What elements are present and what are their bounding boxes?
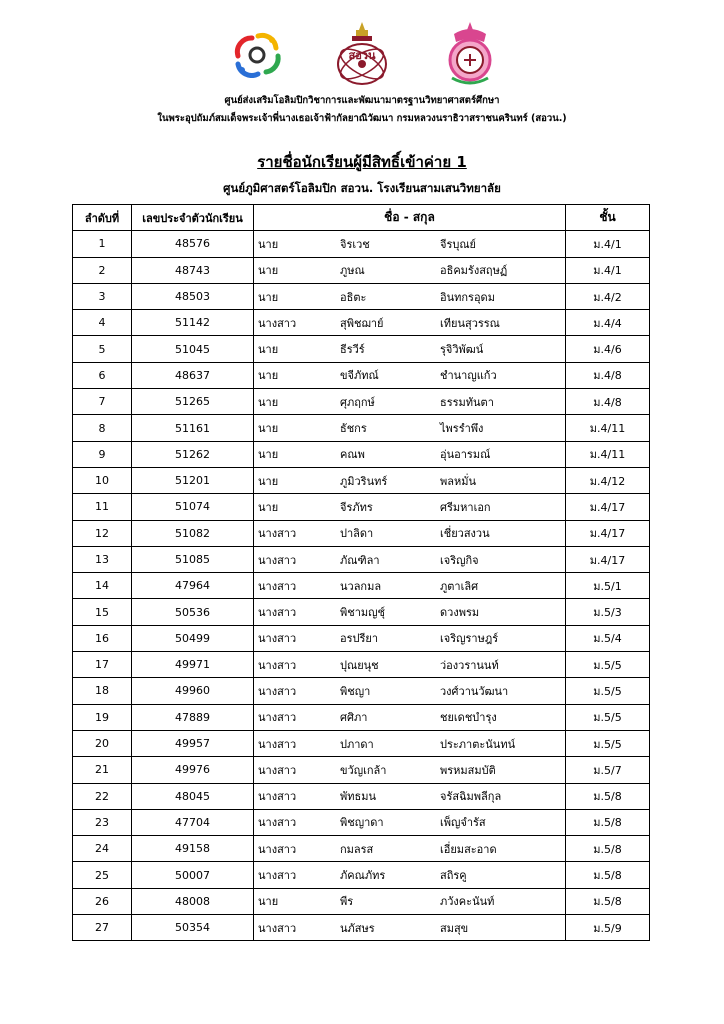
last-name: ภูตาเลิศ — [440, 579, 479, 593]
first-name: ภูมิวรินทร์ — [340, 474, 388, 488]
posn-emblem-text: สอวน — [348, 49, 376, 62]
last-name: เจริญราษฎร์ — [440, 632, 499, 646]
last-name: สมสุข — [440, 921, 469, 935]
table-row — [73, 546, 650, 572]
student-id: 51074 — [132, 494, 254, 520]
first-name: จีรภัทร — [340, 500, 373, 514]
last-name: พรหมสมบัติ — [440, 763, 496, 777]
name-prefix: นางสาว — [258, 737, 297, 751]
last-name: เชี่ยวสงวน — [440, 527, 490, 541]
row-index: 11 — [73, 494, 132, 520]
row-index: 8 — [73, 415, 132, 441]
name-prefix: นางสาว — [258, 869, 297, 883]
last-name: เอี่ยมสะอาด — [440, 842, 497, 856]
first-name: ศุภฤกษ์ — [340, 395, 375, 409]
student-id: 51201 — [132, 467, 254, 493]
last-name: เจริญกิจ — [440, 553, 479, 567]
grade-level: ม.5/5 — [566, 678, 650, 704]
student-id: 49971 — [132, 652, 254, 678]
first-name: ธัชกร — [340, 422, 367, 436]
student-roster-table — [72, 204, 650, 941]
grade-level: ม.5/5 — [566, 730, 650, 756]
student-name-cell — [254, 494, 566, 520]
student-id: 51142 — [132, 310, 254, 336]
student-id: 47704 — [132, 809, 254, 835]
grade-level: ม.5/9 — [566, 915, 650, 941]
name-prefix: นางสาว — [258, 579, 297, 593]
student-name-cell — [254, 283, 566, 309]
column-header-student-id: เลขประจำตัวนักเรียน — [132, 205, 254, 231]
student-name-cell — [254, 809, 566, 835]
student-id: 49976 — [132, 757, 254, 783]
student-name-cell — [254, 573, 566, 599]
row-index: 9 — [73, 441, 132, 467]
first-name: ขวัญเกล้า — [340, 763, 387, 777]
name-prefix: นาย — [258, 474, 279, 488]
last-name: เพ็ญจำรัส — [440, 816, 486, 830]
row-index: 6 — [73, 362, 132, 388]
first-name: ธีรวีร์ — [340, 343, 365, 357]
table-row — [73, 310, 650, 336]
column-header-grade: ชั้น — [566, 205, 650, 231]
name-prefix: นาย — [258, 895, 279, 909]
table-row — [73, 809, 650, 835]
student-id: 48008 — [132, 888, 254, 914]
table-row — [73, 573, 650, 599]
table-body — [73, 231, 650, 941]
table-row — [73, 336, 650, 362]
grade-level: ม.5/8 — [566, 836, 650, 862]
table-row — [73, 678, 650, 704]
name-prefix: นางสาว — [258, 527, 297, 541]
name-prefix: นางสาว — [258, 763, 297, 777]
grade-level: ม.4/12 — [566, 467, 650, 493]
last-name: อธิคมรังสฤษฏ์ — [440, 264, 508, 278]
student-id: 50499 — [132, 625, 254, 651]
student-id: 51045 — [132, 336, 254, 362]
grade-level: ม.4/17 — [566, 494, 650, 520]
student-name-cell — [254, 730, 566, 756]
student-name-cell — [254, 520, 566, 546]
student-id: 47889 — [132, 704, 254, 730]
row-index: 23 — [73, 809, 132, 835]
grade-level: ม.5/8 — [566, 862, 650, 888]
student-id: 47964 — [132, 573, 254, 599]
student-name-cell — [254, 362, 566, 388]
student-name-cell — [254, 757, 566, 783]
grade-level: ม.4/4 — [566, 310, 650, 336]
row-index: 7 — [73, 389, 132, 415]
name-prefix: นางสาว — [258, 816, 297, 830]
row-index: 26 — [73, 888, 132, 914]
first-name: พิชญา — [340, 684, 371, 698]
student-name-cell — [254, 862, 566, 888]
organization-patronage: ในพระอุปถัมภ์สมเด็จพระเจ้าพี่นางเธอเจ้าฟ้ากัลยาณิวัฒนา กรมหลวงนราธิวาสราชนครินทร์ (สอวน.) — [157, 113, 567, 124]
student-name-cell — [254, 652, 566, 678]
grade-level: ม.5/8 — [566, 888, 650, 914]
name-prefix: นางสาว — [258, 316, 297, 330]
grade-level: ม.5/5 — [566, 652, 650, 678]
row-index: 16 — [73, 625, 132, 651]
table-row — [73, 783, 650, 809]
student-id: 48743 — [132, 257, 254, 283]
last-name: ดวงพรม — [440, 606, 480, 620]
name-prefix: นาย — [258, 395, 279, 409]
grade-level: ม.5/1 — [566, 573, 650, 599]
student-id: 49158 — [132, 836, 254, 862]
row-index: 19 — [73, 704, 132, 730]
name-prefix: นางสาว — [258, 711, 297, 725]
last-name: ชยเดชบำรุง — [440, 711, 497, 725]
table-row — [73, 494, 650, 520]
row-index: 21 — [73, 757, 132, 783]
last-name: อินทกรอุดม — [440, 290, 495, 304]
first-name: คณพ — [340, 448, 365, 462]
first-name: ภัณฑิลา — [340, 553, 380, 567]
olympiad-rings-logo-icon — [228, 28, 286, 78]
student-id: 51262 — [132, 441, 254, 467]
grade-level: ม.4/1 — [566, 231, 650, 257]
row-index: 12 — [73, 520, 132, 546]
row-index: 22 — [73, 783, 132, 809]
first-name: ปาลิดา — [340, 527, 374, 541]
row-index: 18 — [73, 678, 132, 704]
first-name: พัทธมน — [340, 790, 376, 804]
grade-level: ม.5/8 — [566, 809, 650, 835]
last-name: สถิรคู — [440, 869, 467, 883]
table-row — [73, 389, 650, 415]
row-index: 25 — [73, 862, 132, 888]
table-row — [73, 625, 650, 651]
grade-level: ม.5/4 — [566, 625, 650, 651]
row-index: 27 — [73, 915, 132, 941]
grade-level: ม.5/3 — [566, 599, 650, 625]
table-row — [73, 467, 650, 493]
organization-name: ศูนย์ส่งเสริมโอลิมปิกวิชาการและพัฒนามาตรฐานวิทยาศาสตร์ศึกษา — [224, 95, 500, 106]
last-name: ธรรมทันตา — [440, 395, 494, 409]
last-name: ศรีมหาเอก — [440, 500, 491, 514]
name-prefix: นางสาว — [258, 790, 297, 804]
first-name: อธิตะ — [340, 290, 367, 304]
first-name: อรปรียา — [340, 632, 379, 646]
first-name: ขจีภัทณ์ — [340, 369, 379, 383]
student-id: 49960 — [132, 678, 254, 704]
first-name: พิชญาดา — [340, 816, 384, 830]
name-prefix: นางสาว — [258, 842, 297, 856]
student-name-cell — [254, 915, 566, 941]
last-name: ประภาตะนันทน์ — [440, 737, 516, 751]
grade-level: ม.5/8 — [566, 783, 650, 809]
student-name-cell — [254, 599, 566, 625]
table-row — [73, 915, 650, 941]
first-name: สุพิชฌาย์ — [340, 316, 384, 330]
grade-level: ม.4/6 — [566, 336, 650, 362]
table-row — [73, 704, 650, 730]
grade-level: ม.4/1 — [566, 257, 650, 283]
student-name-cell — [254, 389, 566, 415]
row-index: 10 — [73, 467, 132, 493]
first-name: นวลกมล — [340, 579, 382, 593]
last-name: ภวังคะนันท์ — [440, 895, 495, 909]
name-prefix: นางสาว — [258, 658, 297, 672]
student-name-cell — [254, 783, 566, 809]
table-row — [73, 862, 650, 888]
student-name-cell — [254, 336, 566, 362]
row-index: 1 — [73, 231, 132, 257]
name-prefix: นาย — [258, 343, 279, 357]
name-prefix: นาย — [258, 237, 279, 251]
student-name-cell — [254, 467, 566, 493]
row-index: 20 — [73, 730, 132, 756]
name-prefix: นาย — [258, 422, 279, 436]
student-name-cell — [254, 415, 566, 441]
table-header-row — [73, 205, 650, 231]
student-id: 49957 — [132, 730, 254, 756]
student-id: 50007 — [132, 862, 254, 888]
table-row — [73, 757, 650, 783]
row-index: 17 — [73, 652, 132, 678]
student-id: 50354 — [132, 915, 254, 941]
table-row — [73, 362, 650, 388]
student-name-cell — [254, 257, 566, 283]
grade-level: ม.4/17 — [566, 546, 650, 572]
last-name: ชำนาญแก้ว — [440, 369, 497, 383]
table-row — [73, 520, 650, 546]
student-name-cell — [254, 704, 566, 730]
last-name: จรัสฉิมพลีกุล — [440, 790, 502, 804]
grade-level: ม.4/11 — [566, 415, 650, 441]
name-prefix: นางสาว — [258, 632, 297, 646]
table-row — [73, 836, 650, 862]
student-id: 51265 — [132, 389, 254, 415]
table-row — [73, 652, 650, 678]
name-prefix: นางสาว — [258, 684, 297, 698]
grade-level: ม.5/7 — [566, 757, 650, 783]
row-index: 15 — [73, 599, 132, 625]
table-row — [73, 231, 650, 257]
student-name-cell — [254, 441, 566, 467]
row-index: 14 — [73, 573, 132, 599]
table-row — [73, 257, 650, 283]
last-name: เทียนสุวรรณ — [440, 316, 500, 330]
student-id: 51082 — [132, 520, 254, 546]
name-prefix: นางสาว — [258, 606, 297, 620]
row-index: 24 — [73, 836, 132, 862]
first-name: พีร — [340, 895, 354, 909]
first-name: ภูษณ — [340, 264, 365, 278]
student-id: 48503 — [132, 283, 254, 309]
row-index: 13 — [73, 546, 132, 572]
posn-emblem-logo-icon — [334, 20, 390, 90]
row-index: 2 — [73, 257, 132, 283]
first-name: กมลรส — [340, 842, 374, 856]
student-name-cell — [254, 310, 566, 336]
table-row — [73, 415, 650, 441]
student-name-cell — [254, 546, 566, 572]
school-emblem-logo-icon — [444, 20, 496, 90]
last-name: จีรบุณย์ — [440, 237, 476, 251]
last-name: รุจิวิพัฒน์ — [440, 343, 484, 357]
student-id: 51161 — [132, 415, 254, 441]
name-prefix: นาย — [258, 500, 279, 514]
student-name-cell — [254, 231, 566, 257]
grade-level: ม.4/2 — [566, 283, 650, 309]
column-header-index: ลำดับที่ — [73, 205, 132, 231]
student-id: 48637 — [132, 362, 254, 388]
table-row — [73, 283, 650, 309]
first-name: จิรเวช — [340, 237, 370, 251]
name-prefix: นาย — [258, 290, 279, 304]
table-row — [73, 730, 650, 756]
row-index: 4 — [73, 310, 132, 336]
last-name: อุ่นอารมณ์ — [440, 448, 491, 462]
last-name: ว่องวรานนท์ — [440, 658, 499, 672]
last-name: พลหมั่น — [440, 474, 477, 488]
student-name-cell — [254, 836, 566, 862]
student-name-cell — [254, 625, 566, 651]
table-row — [73, 599, 650, 625]
student-id: 50536 — [132, 599, 254, 625]
first-name: พิชามญชุ์ — [340, 606, 385, 620]
first-name: ปภาดา — [340, 737, 374, 751]
column-header-name: ชื่อ - สกุล — [254, 205, 566, 231]
last-name: วงศ์วานวัฒนา — [440, 684, 509, 698]
logo-strip — [0, 20, 724, 90]
grade-level: ม.5/5 — [566, 704, 650, 730]
student-id: 48045 — [132, 783, 254, 809]
student-id: 51085 — [132, 546, 254, 572]
table-row — [73, 441, 650, 467]
page-subtitle: ศูนย์ภูมิศาสตร์โอลิมปิก สอวน. โรงเรียนสามเสนวิทยาลัย — [223, 181, 501, 195]
first-name: ศศิภา — [340, 711, 368, 725]
name-prefix: นาย — [258, 369, 279, 383]
name-prefix: นาย — [258, 448, 279, 462]
table-row — [73, 888, 650, 914]
student-id: 48576 — [132, 231, 254, 257]
grade-level: ม.4/8 — [566, 389, 650, 415]
last-name: ไพรรำพึง — [440, 422, 484, 436]
name-prefix: นาย — [258, 264, 279, 278]
student-name-cell — [254, 678, 566, 704]
page-title: รายชื่อนักเรียนผู้มีสิทธิ์เข้าค่าย 1 — [257, 153, 467, 171]
grade-level: ม.4/11 — [566, 441, 650, 467]
name-prefix: นางสาว — [258, 553, 297, 567]
row-index: 3 — [73, 283, 132, 309]
row-index: 5 — [73, 336, 132, 362]
first-name: ปุณยนุช — [340, 658, 379, 672]
student-name-cell — [254, 888, 566, 914]
first-name: นภัสษร — [340, 921, 375, 935]
grade-level: ม.4/17 — [566, 520, 650, 546]
name-prefix: นางสาว — [258, 921, 297, 935]
first-name: ภัคณภัทร — [340, 869, 386, 883]
grade-level: ม.4/8 — [566, 362, 650, 388]
